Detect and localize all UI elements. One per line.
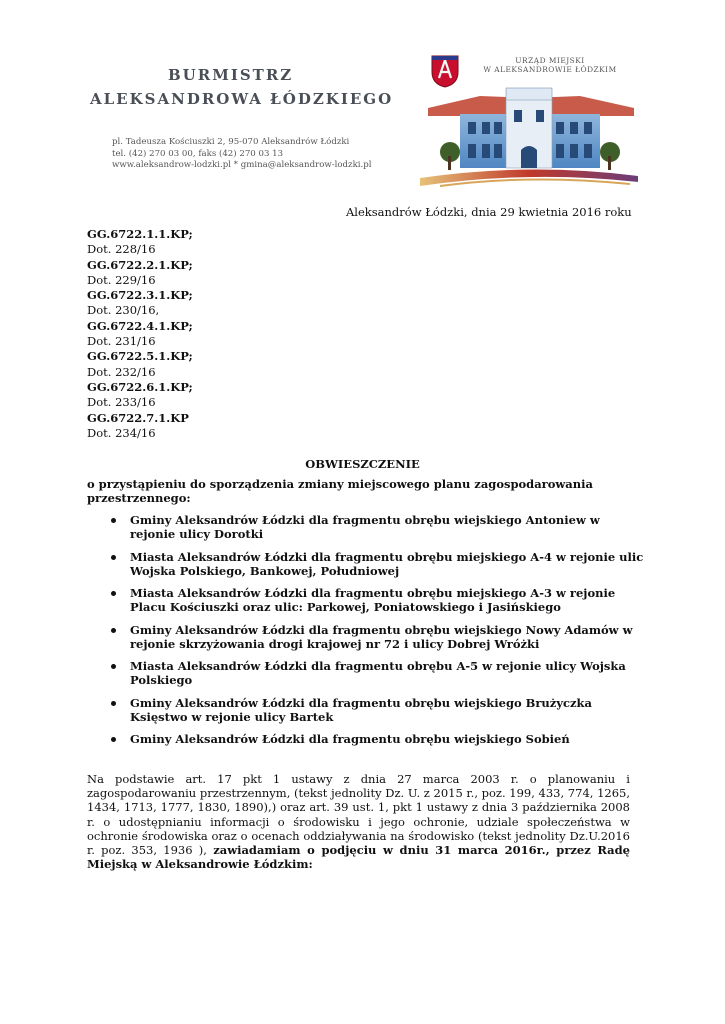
reference-code: GG.6722.3.1.KP; xyxy=(87,288,193,303)
legal-basis-text: Na podstawie art. 17 pkt 1 ustawy z dnia 27 marca 2003 r. o planowaniu i zagospodarowaniu przestrzennym, (tekst jednolity Dz. U. z 2015 r., poz. 199, 433, 774, 1265, 1434, 1713, 1777, 1830, 1890),) oraz art. 39 ust. 1, pkt 1 ustawy z dnia 3 października 2008 r. o udostępnianiu informacji o środowisku i jego ochronie, udziale społeczeństwa w ochronie środowiska oraz o ocenach oddziaływania na środowisko (tekst jednolity Dz.U.2016 r. poz. 353, 1936 ), xyxy=(87,772,630,858)
bullet-icon xyxy=(111,701,116,706)
legal-basis-decision: zawiadamiam o podjęciu w dniu 31 marca 2016r., przez Radę Miejską w Aleksandrowie Łódzkim: xyxy=(87,843,630,872)
list-item xyxy=(108,659,648,687)
office-name-line2: W ALEKSANDROWIE ŁÓDZKIM xyxy=(483,65,617,74)
letterhead-address xyxy=(112,137,372,172)
bullet-icon xyxy=(111,628,116,633)
reference-dot: Dot. 233/16 xyxy=(87,395,156,410)
list-item-text: Gminy Aleksandrów Łódzki dla fragmentu obrębu wiejskiego Antoniew w rejonie ulicy Dorotki xyxy=(130,513,600,541)
reference-dot: Dot. 229/16 xyxy=(87,272,156,287)
letterhead-title xyxy=(90,66,393,108)
contact-line: tel. (42) 270 03 00, faks (42) 270 03 13 xyxy=(112,148,284,159)
document-date: Aleksandrów Łódzki, dnia 29 kwietnia 2016 roku xyxy=(346,205,632,219)
bullet-icon xyxy=(111,591,116,596)
coat-of-arms-icon xyxy=(430,54,460,88)
notice-title: OBWIESZCZENIE xyxy=(305,457,420,471)
reference-dot: Dot. 234/16 xyxy=(87,425,156,440)
list-item-text: Gminy Aleksandrów Łódzki dla fragmentu obrębu wiejskiego Nowy Adamów w rejonie skrzyżowania drogi krajowej nr 72 i ulicy Dobrej Wróżki xyxy=(130,622,633,651)
list-item xyxy=(108,732,648,746)
list-item xyxy=(108,550,648,578)
notice-intro: o przystąpieniu do sporządzenia zmiany miejscowego planu zagospodarowania przestrzennego: xyxy=(87,477,593,505)
list-item-text: Miasta Aleksandrów Łódzki dla fragmentu obrębu A-5 w rejonie ulicy Wojska Polskiego xyxy=(130,659,626,687)
reference-dot: Dot. 230/16, xyxy=(87,303,160,318)
list-item-text: Miasta Aleksandrów Łódzki dla fragmentu obrębu miejskiego A-4 w rejonie ulic Wojska Polskiego, Bankowej, Południowej xyxy=(130,549,644,578)
legal-basis-paragraph xyxy=(87,772,630,871)
list-item-text: Miasta Aleksandrów Łódzki dla fragmentu obrębu miejskiego A-3 w rejonie Placu Kościuszki oraz ulic: Parkowej, Poniatowskiego i Jasińskiego xyxy=(130,586,616,614)
office-name-line1: URZĄD MIEJSKI xyxy=(515,56,585,65)
bullet-icon xyxy=(111,555,116,560)
reference-dot: Dot. 228/16 xyxy=(87,242,156,257)
web-email-line: www.aleksandrow-lodzki.pl * gmina@aleksandrow-lodzki.pl xyxy=(112,160,372,170)
reference-code: GG.6722.2.1.KP; xyxy=(87,257,193,272)
bullet-icon xyxy=(111,664,116,669)
reference-list xyxy=(87,227,193,441)
list-item xyxy=(108,586,648,614)
office-name xyxy=(470,56,630,74)
reference-code: GG.6722.7.1.KP xyxy=(87,410,189,425)
letterhead-title-line2: ALEKSANDROWA ŁÓDZKIEGO xyxy=(90,90,394,108)
reference-code: GG.6722.5.1.KP; xyxy=(87,349,193,364)
list-item xyxy=(108,513,648,541)
bullet-icon xyxy=(111,737,116,742)
bullet-icon xyxy=(111,518,116,523)
list-item xyxy=(108,623,648,651)
address-line: pl. Tadeusza Kościuszki 2, 95-070 Aleksandrów Łódzki xyxy=(112,137,350,147)
reference-code: GG.6722.4.1.KP; xyxy=(87,318,193,333)
reference-dot: Dot. 231/16 xyxy=(87,334,156,349)
reference-code: GG.6722.6.1.KP; xyxy=(87,379,193,394)
reference-dot: Dot. 232/16 xyxy=(87,364,156,379)
list-item xyxy=(108,696,648,724)
letterhead-title-line1: BURMISTRZ xyxy=(168,66,294,84)
list-item-text: Gminy Aleksandrów Łódzki dla fragmentu obrębu wiejskiego Brużyczka Księstwo w rejonie ulicy Bartek xyxy=(130,695,592,724)
reference-code: GG.6722.1.1.KP; xyxy=(87,227,193,241)
town-hall-illustration xyxy=(420,86,638,190)
plan-areas-list xyxy=(108,513,648,755)
list-item-text: Gminy Aleksandrów Łódzki dla fragmentu obrębu wiejskiego Sobień xyxy=(130,732,570,746)
